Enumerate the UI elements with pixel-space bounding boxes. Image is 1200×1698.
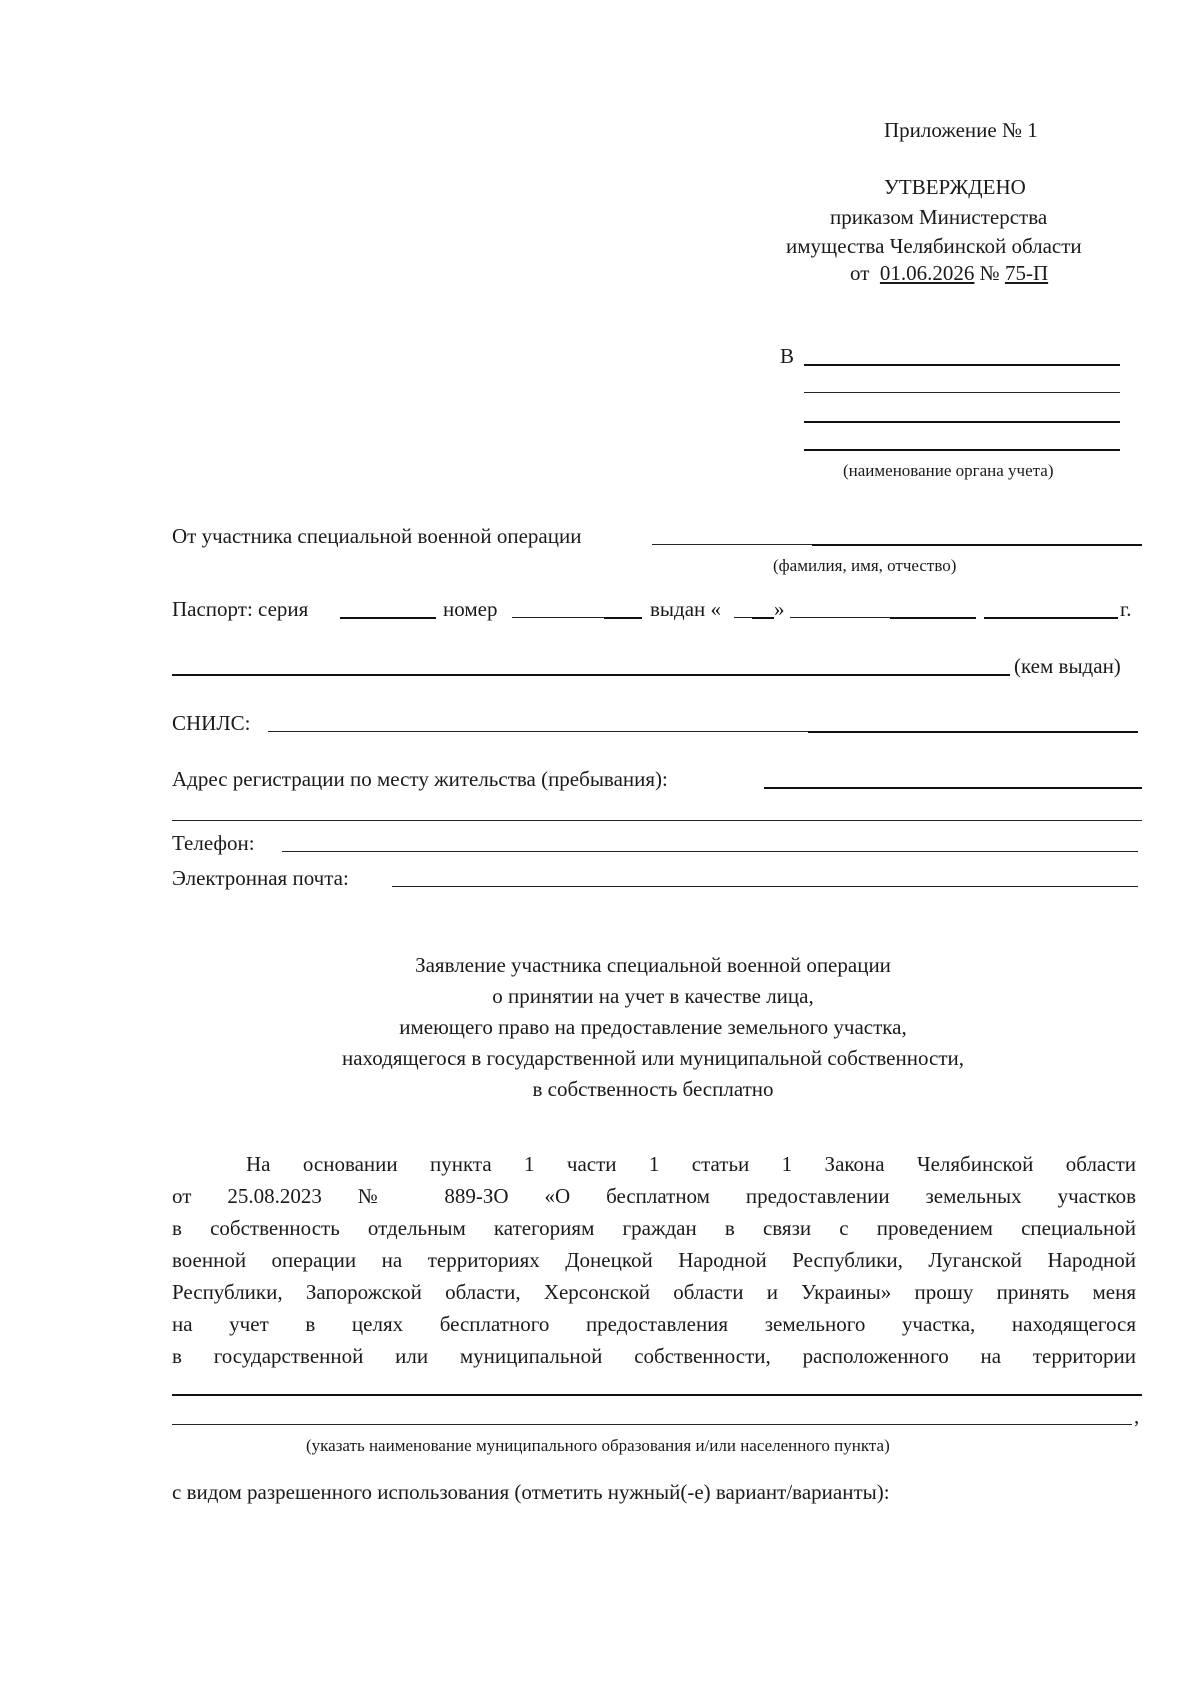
from-caption: (фамилия, имя, отчество) (773, 556, 957, 575)
passport-number-label: номер (443, 597, 498, 621)
snils-field-2[interactable] (808, 731, 1138, 733)
phone-field[interactable] (282, 851, 1138, 852)
issued-by-label: (кем выдан) (1014, 654, 1121, 678)
address-field-2[interactable] (172, 820, 1142, 821)
body-line-7: в государственной или муниципальной собственности, расположенного на территории (172, 1344, 1136, 1368)
municipality-comma: , (1134, 1404, 1140, 1428)
passport-day-field-2[interactable] (752, 617, 774, 619)
passport-number-field-2[interactable] (604, 617, 642, 619)
address-label: Адрес регистрации по месту жительства (пребывания): (172, 767, 668, 791)
passport-series-label: Паспорт: серия (172, 597, 309, 621)
from-field-thin[interactable] (652, 544, 812, 545)
usage-label: с видом разрешенного использования (отметить нужный(-е) вариант/варианты): (172, 1480, 890, 1504)
addressee-prefix: В (780, 344, 795, 368)
body-line-5: Республики, Запорожской области, Херсонской области и Украины» прошу принять меня (172, 1280, 1136, 1304)
body-line-2: от 25.08.2023 № 889-ЗО «О бесплатном предоставлении земельных участков (172, 1184, 1136, 1208)
passport-issued-label: выдан « (650, 597, 722, 621)
passport-quote-close: » (774, 597, 785, 621)
municipality-field[interactable] (172, 1394, 1142, 1396)
appendix-label: Приложение № 1 (884, 118, 1038, 142)
municipality-field-2[interactable] (172, 1424, 1132, 1425)
date-prefix: от (850, 261, 870, 285)
title-line-2: о принятии на учет в качестве лица, (492, 984, 814, 1008)
order-line-2: имущества Челябинской области (786, 234, 1082, 258)
passport-month-field-2[interactable] (890, 617, 976, 619)
snils-field[interactable] (268, 731, 808, 732)
passport-year-field[interactable] (984, 617, 1118, 619)
document-title (170, 950, 1136, 1105)
title-line-5: в собственность бесплатно (532, 1077, 774, 1101)
passport-series-field[interactable] (340, 617, 436, 619)
addressee-caption: (наименование органа учета) (843, 461, 1054, 480)
phone-label: Телефон: (172, 831, 255, 855)
body-line-6: на учет в целях бесплатного предоставления земельного участка, находящегося (172, 1312, 1136, 1336)
body-line-4: военной операции на территориях Донецкой Народной Республики, Луганской Народной (172, 1248, 1136, 1272)
municipality-caption: (указать наименование муниципального образования и/или населенного пункта) (306, 1436, 890, 1455)
approved-label: УТВЕРЖДЕНО (884, 175, 1026, 199)
snils-label: СНИЛС: (172, 711, 251, 735)
title-line-1: Заявление участника специальной военной операции (415, 953, 891, 977)
from-label: От участника специальной военной операции (172, 524, 582, 548)
address-field[interactable] (764, 787, 1142, 789)
number-prefix: № (979, 261, 1000, 285)
body-line-3: в собственность отдельным категориям граждан в связи с проведением специальной (172, 1216, 1136, 1240)
title-line-3: имеющего право на предоставление земельного участка, (399, 1015, 907, 1039)
body-line-1: На основании пункта 1 части 1 статьи 1 Закона Челябинской области (246, 1152, 1136, 1176)
passport-day-field[interactable] (734, 617, 752, 618)
passport-number-field[interactable] (512, 617, 604, 618)
addressee-field-4[interactable] (804, 449, 1120, 451)
from-field[interactable] (812, 544, 1142, 546)
order-number: 75-П (1004, 261, 1049, 285)
order-date-line (850, 257, 1048, 289)
addressee-field-2[interactable] (804, 392, 1120, 393)
order-line-1: приказом Министерства (830, 205, 1048, 229)
addressee-field-1[interactable] (804, 364, 1120, 366)
passport-month-field[interactable] (790, 617, 890, 618)
passport-year-suffix: г. (1120, 597, 1132, 621)
order-date: 01.06.2026 (879, 261, 975, 285)
issued-by-field[interactable] (172, 674, 1010, 676)
title-line-4: находящегося в государственной или муниципальной собственности, (342, 1046, 964, 1070)
email-label: Электронная почта: (172, 866, 349, 890)
email-field[interactable] (392, 886, 1138, 887)
addressee-field-3[interactable] (804, 421, 1120, 423)
